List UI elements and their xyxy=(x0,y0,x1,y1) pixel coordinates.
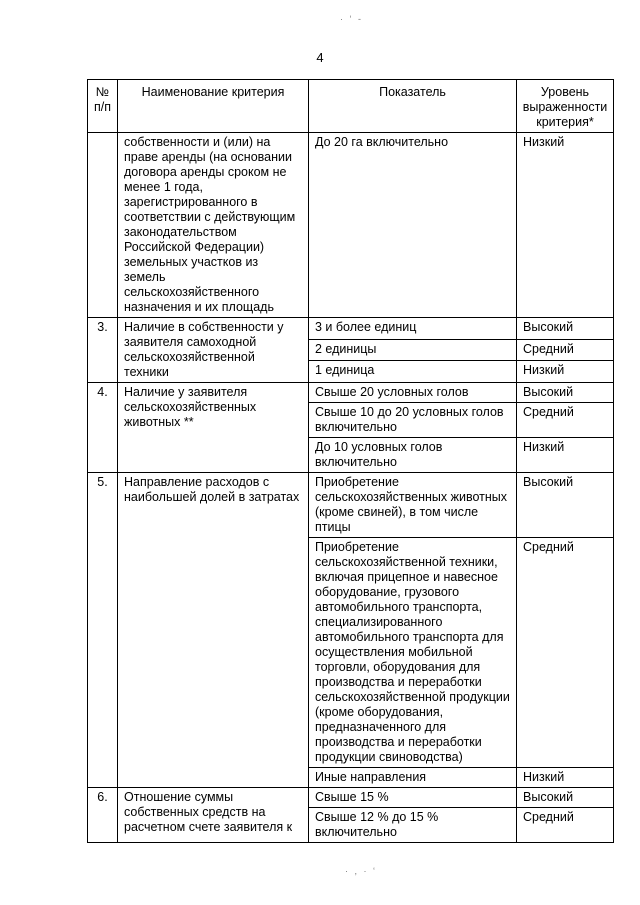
level-cell: Высокий xyxy=(517,383,614,403)
criterion-name: собственности и (или) на праве аренды (на основании договора аренды сроком не менее 1 года, зарегистрированного в соответствии с действующим законодательством Российской Федерации) земельных участков из земель сельскохозяйственного назначения и их площадь xyxy=(118,133,309,318)
level-cell: Высокий xyxy=(517,318,614,340)
row-num: 3. xyxy=(88,318,118,383)
level-cell: Средний xyxy=(517,339,614,361)
row-num: 4. xyxy=(88,383,118,473)
header-name: Наименование критерия xyxy=(118,80,309,133)
table-row xyxy=(88,133,614,318)
row-num xyxy=(88,133,118,318)
level-cell: Средний xyxy=(517,538,614,768)
indicator-cell: 3 и более единиц xyxy=(309,318,517,340)
level-cell: Низкий xyxy=(517,133,614,318)
criterion-name: Направление расходов с наибольшей долей в затратах xyxy=(118,473,309,788)
page-number: 4 xyxy=(316,50,324,65)
header-num: № п/п xyxy=(88,80,118,133)
level-cell: Высокий xyxy=(517,788,614,808)
indicator-cell: Свыше 12 % до 15 % включительно xyxy=(309,808,517,843)
indicator-cell: 1 единица xyxy=(309,361,517,383)
indicator-cell: 2 единицы xyxy=(309,339,517,361)
criterion-name: Отношение суммы собственных средств на расчетном счете заявителя к xyxy=(118,788,309,843)
row-num: 5. xyxy=(88,473,118,788)
level-cell: Высокий xyxy=(517,473,614,538)
indicator-cell: Свыше 15 % xyxy=(309,788,517,808)
table-row xyxy=(88,788,614,808)
criteria-table xyxy=(87,79,614,843)
scan-mark-bottom: · , · ‘ xyxy=(345,866,377,876)
indicator-cell: До 10 условных голов включительно xyxy=(309,438,517,473)
indicator-cell: Приобретение сельскохозяйственных животных (кроме свиней), в том числе птицы xyxy=(309,473,517,538)
table-row xyxy=(88,383,614,403)
table-row xyxy=(88,473,614,538)
criterion-name: Наличие в собственности у заявителя самоходной сельскохозяйственной техники xyxy=(118,318,309,383)
indicator-cell: Иные направления xyxy=(309,768,517,788)
level-cell: Низкий xyxy=(517,361,614,383)
header-indicator: Показатель xyxy=(309,80,517,133)
indicator-cell: Приобретение сельскохозяйственной техники, включая прицепное и навесное оборудование, грузового автомобильного транспорта, специализированного автомобильного транспорта для осуществления мобильной торговли, оборудования для производства и переработки сельскохозяйственной продукции (кроме оборудования, предназначенного для производства и переработки продукции свиноводства) xyxy=(309,538,517,768)
indicator-cell: Свыше 20 условных голов xyxy=(309,383,517,403)
scan-mark-top: · ‘ - xyxy=(340,14,363,24)
row-num: 6. xyxy=(88,788,118,843)
table-header-row xyxy=(88,80,614,133)
header-level: Уровень выраженности критерия* xyxy=(517,80,614,133)
indicator-cell: Свыше 10 до 20 условных голов включительно xyxy=(309,403,517,438)
level-cell: Низкий xyxy=(517,438,614,473)
level-cell: Низкий xyxy=(517,768,614,788)
level-cell: Средний xyxy=(517,403,614,438)
indicator-cell: До 20 га включительно xyxy=(309,133,517,318)
table-row xyxy=(88,318,614,340)
level-cell: Средний xyxy=(517,808,614,843)
criterion-name: Наличие у заявителя сельскохозяйственных животных ** xyxy=(118,383,309,473)
